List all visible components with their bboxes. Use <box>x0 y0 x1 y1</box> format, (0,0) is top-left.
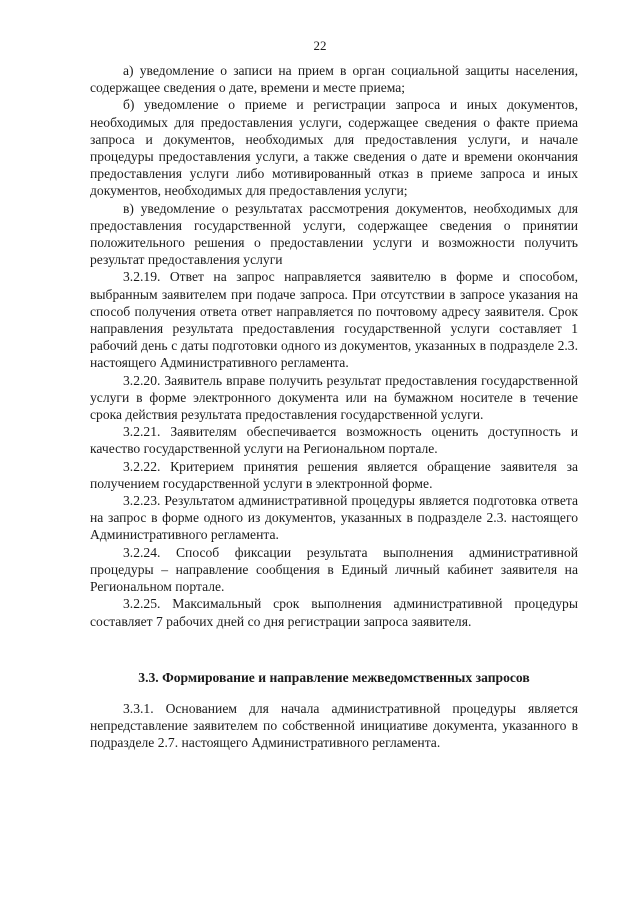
paragraph-3-2-19: 3.2.19. Ответ на запрос направляется заявителю в форме и способом, выбранным заявителем при подаче запроса. При отсутствии в запросе указания на способ получения ответа ответ направляется по почтовому адресу заявителя. Срок направления результата предоставления государственной услуги составляет 1 рабочий день с даты подготовки одного из документов, указанных в подразделе 2.3. настоящего Административного регламента. <box>90 269 578 371</box>
paragraph-notice-registration: б) уведомление о приеме и регистрации запроса и иных документов, необходимых для предоставления услуги, содержащее сведения о факте приема запроса и документов, необходимых для предоставления услуги, и начале процедуры предоставления услуги, а также сведения о дате и времени окончания предоставления услуги либо мотивированный отказ в приеме запроса и иных документов, необходимых для предоставления услуги; <box>90 97 578 199</box>
page-number: 22 <box>313 38 327 53</box>
paragraph-3-3-1: 3.3.1. Основанием для начала административной процедуры является непредставление заявителем по собственной инициативе документа, указанного в подразделе 2.7. настоящего Административного регламента. <box>90 700 578 751</box>
section-heading: 3.3. Формирование и направление межведомственных запросов <box>138 669 530 685</box>
paragraph-3-2-20: 3.2.20. Заявитель вправе получить результат предоставления государственной услуги в форме электронного документа или на бумажном носителе в течение срока действия результата предоставления государственной услуги. <box>90 372 578 423</box>
paragraph-3-2-21: 3.2.21. Заявителям обеспечивается возможность оценить доступность и качество государственной услуги на Региональном портале. <box>90 424 578 457</box>
paragraph-notice-appointment: а) уведомление о записи на прием в орган социальной защиты населения, содержащее сведения о дате, времени и месте приема; <box>90 63 578 96</box>
document-body <box>90 62 578 751</box>
paragraph-3-2-22: 3.2.22. Критерием принятия решения является обращение заявителя за получением государственной услуги в электронной форме. <box>90 458 578 491</box>
paragraph-3-2-24: 3.2.24. Способ фиксации результата выполнения административной процедуры – направление сообщения в Единый личный кабинет заявителя на Региональном портале. <box>90 544 578 595</box>
paragraph-3-2-23: 3.2.23. Результатом административной процедуры является подготовка ответа на запрос в форме одного из документов, указанных в подразделе 2.3. настоящего Административного регламента. <box>90 493 578 543</box>
paragraph-notice-results: в) уведомление о результатах рассмотрения документов, необходимых для предоставления государственной услуги, содержащее сведения о принятии положительного решения о предоставлении услуги и возможности получить результат предоставления услуги <box>90 200 578 268</box>
paragraph-3-2-25: 3.2.25. Максимальный срок выполнения административной процедуры составляет 7 рабочих дней со дня регистрации запроса заявителя. <box>90 596 578 629</box>
